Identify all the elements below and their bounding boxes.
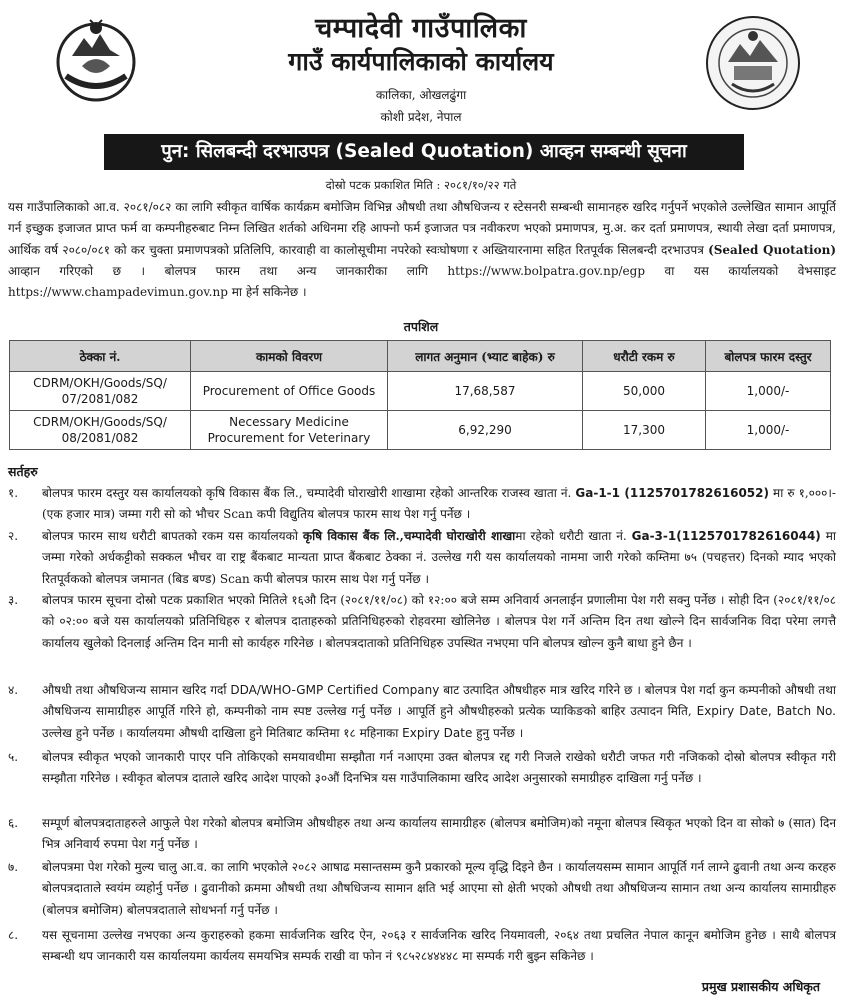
condition-number: ६.: [8, 816, 19, 830]
condition-6: [8, 813, 836, 856]
condition-number: ३.: [8, 593, 19, 607]
condition-text: सम्पूर्ण बोलपत्रदाताहरुले आफुले पेश गरेको बोलपत्र बमोजिम औषधीहरु तथा अन्य कार्यालय सामाग्रीहरु (बोलपत्र बमोजिम)को नमूना बोलपत्र स्विकृत भएको दिन वा सोको ७ (सात) दिन भित्र अनिवार्य रुपमा पेश गर्नु पर्नेछ ।: [42, 816, 836, 852]
condition-text: बोलपत्र फारम साथ धरौटी बापतको रकम यस कार्यालयको: [42, 529, 303, 543]
address-line-2: कोशी प्रदेश, नेपाल: [380, 110, 462, 124]
condition-account-bold: Ga-3-1(1125701782616044): [631, 529, 821, 543]
condition-text: बोलपत्रमा पेश गरेको मुल्य चालु आ.व. का लागि भएकोले २०८२ आषाढ मसान्तसम्म कुनै प्रकारको मूल्य वृद्धि दिइने छैन । कार्यालयसम्म सामान आपूर्ति गर्न लाग्ने ढुवानी तथा अन्य करहरु बोलपत्रदाताले स्वयंम व्यहोर्नु पर्नेछ । ढुवानीको क्रममा औषधी तथा औषधिजन्य सामान क्षति भई आएमा सो क्षेती भएको औषधी तथा औषधिजन्य सामान तथा अन्य कार्यालय सामाग्रीहरु (बोलपत्र बमोजिम) बोलपत्रदाताले सोधभर्ना गर्नु पर्नेछ ।: [42, 860, 836, 917]
intro-bold: (Sealed Quotation): [708, 242, 837, 257]
header-bid-bond: धरौटी रकम रु: [583, 341, 706, 372]
cell-contract-no: CDRM/OKH/Goods/SQ/ 08/2081/082: [10, 411, 191, 450]
publish-date: दोस्रो पटक प्रकाशित मिति : २०८१/१०/२२ गते: [325, 178, 517, 192]
header-description: कामको विवरण: [191, 341, 388, 372]
cell-description: Necessary Medicine Procurement for Veterinary: [191, 411, 388, 450]
condition-number: ८.: [8, 928, 19, 942]
condition-text: मा रु १,०००।- (एक हजार मात्र) जम्मा गरी सो को भौचर Scan कपी विद्युतिय बोलपत्र फारम साथ पेश गर्नु पर्नेछ ।: [42, 486, 836, 522]
condition-text: मा रहेको धरौटी खाता नं.: [515, 529, 632, 543]
condition-text: मा जम्मा गरेको अर्धकट्टीको सक्कल भौचर वा राष्ट्र बैंकबाट मान्यता प्राप्त बैंकबाट ठेक्का नं. उल्लेख गरी यस कार्यालयको नाममा जारी गरेको कम्तिमा ७५ (पचहत्तर) दिनको म्याद भएको रितपूर्वकको बोलपत्र जमानत (बिड बण्ड) Scan कपी बोलपत्र फारम साथ पेश गर्नु पर्नेछ ।: [42, 529, 836, 586]
condition-text: औषधी तथा औषधिजन्य सामान खरिद गर्दा: [42, 683, 231, 697]
condition-text: यस सूचनामा उल्लेख नभएका अन्य कुराहरुको हकमा सार्वजनिक खरिद ऐन, २०६३ र सार्वजनिक खरिद नियमावली, २०६४ तथा प्रचलित नेपाल कानून बमोजिम हुनेछ । साथै बोलपत्र सम्बन्धी थप जानकारी यस कार्यालयमा कार्यलय समयभित्र सम्पर्क राखी वा फोन नं ९८५२८४४४४८ मा सम्पर्क गरी बुझ्न सकिनेछ ।: [42, 928, 836, 964]
condition-text: बोलपत्र फारम सूचना दोस्रो पटक प्रकाशित भएको मितिले १६औ दिन (२०८१/११/०८) को १२:०० बजे सम्म अनिवार्य अनलाईन प्रणालीमा पेश गरी सक्नु पर्नेछ । सोही दिन (२०८१/११/०८ को ०२:०० बजे यस कार्यालयको प्रतिनिधिहरु र बोलपत्र दाताहरुको प्रतिनिधिहरुको रोहवरमा खोलिनेछ । बोलपत्र पेश गर्ने अन्तिम दिन तथा खोल्ने दिन सार्वजनिक विदा परेमा लगत्तै कार्यालय खुलेको दिनलाई अन्तिम दिन मानी सो कार्यहरु गरिनेछ । बोलपत्रदाताको प्रतिनिधिहरु उपस्थित नभएमा पनि बोलपत्र खोल्न कुनै बाधा हुने छैन ।: [42, 593, 836, 650]
cell-description: Procurement of Office Goods: [191, 372, 388, 411]
condition-expiry-batch: Expiry Date, Batch No.: [696, 704, 837, 719]
table-row: [10, 372, 831, 411]
condition-text: हुनु पर्नेछ ।: [472, 725, 524, 740]
conditions-heading: सर्तहरु: [8, 464, 38, 479]
table-label: तपशिल: [403, 319, 439, 334]
condition-7: [8, 857, 836, 921]
condition-expiry: Expiry Date: [402, 725, 473, 740]
condition-number: १.: [8, 486, 19, 500]
table-row: [10, 411, 831, 450]
cell-estimate: 17,68,587: [388, 372, 583, 411]
condition-1: [8, 483, 836, 526]
header-estimate: लागत अनुमान (भ्याट बाहेक) रु: [388, 341, 583, 372]
condition-5: [8, 747, 836, 790]
condition-text: बाट उत्पादित औषधीहरु मात्र खरिद गरिने छ । बोलपत्र पेश गर्दा कुन कम्पनीको औषधी तथा औषधिजन्य सामाग्रीहरु आपूर्ति गरिने हो, कम्पनीको नाम स्पष्ट उल्लेख गर्नु पर्नेछ । आपूर्ति हुने औषधीहरुको प्रत्येक प्याकिङको बाहिर उत्पादन मिति,: [42, 683, 837, 719]
cell-estimate: 6,92,290: [388, 411, 583, 450]
intro-text-2: आव्हान गरिएको छ । बोलपत्र फारम तथा अन्य जानकारीका लागि https://www.bolpatra.gov.np/egp वा यस कार्यालयको वेभसाइट https://www.champadevimun.gov.np मा हेर्न सकिनेछ ।: [8, 263, 836, 300]
condition-text: उल्लेख हुने पर्नेछ । कार्यालयमा औषधी दाखिला हुने मितिबाट कम्तिमा १८ महिनाका: [42, 725, 403, 740]
office-name: चम्पादेवी गाउँपालिका: [315, 13, 527, 44]
condition-number: २.: [8, 529, 19, 543]
condition-text: बोलपत्र स्वीकृत भएको जानकारी पाएर पनि तोकिएको समयावधीमा सम्झौता गर्न नआएमा उक्त बोलपत्र रद्द गरी निजले राखेको धरौटी जफत गरी नजिकको दोस्रो बोलपत्र स्वीकृत गरी सम्झौता गरिनेछ । स्वीकृत बोलपत्र दाताले खरिद आदेश पाएको ३०औं दिनभित्र यस गाउँपालिकामा खरिद आदेश अनुसारको समाग्रीहरु दाखिला गर्नु पर्नेछ ।: [42, 750, 836, 786]
condition-number: ५.: [8, 750, 19, 764]
condition-3: [8, 590, 836, 654]
condition-number: ७.: [8, 860, 19, 874]
signature-title: प्रमुख प्रशासकीय अधिकृत: [701, 979, 820, 994]
intro-text-1: यस गाउँपालिकाको आ.व. २०८१/०८२ का लागि स्वीकृत वार्षिक कार्यक्रम बमोजिम विभिन्न औषधी तथा औषधिजन्य र स्टेसनरी सम्बन्धी सामानहरु खरिद गर्नुपर्ने भएकोले उल्लेखित सामान आपूर्ति गर्न इच्छुक इजाजत प्राप्त फर्म वा कम्पनीहरुबाट निम्न लिखित शर्तको अधिनमा रहि आफ्नो फर्म इजाजत पत्र नवीकरण भएको प्रमाणपत्र, मु.अ. कर दर्ता प्रमाणपत्र, स्थायी लेखा दर्ता प्रमाणपत्र, आर्थिक वर्ष २०८०/०८१ को कर चुक्ता प्रमाणपत्रको प्रतिलिपि, कारवाही वा कालोसूचीमा नपरेको स्वःघोषणा र अख्तियारनामा सहित रितपूर्वक सिलबन्दी दरभाउपत्र: [8, 200, 836, 257]
cell-form-fee: 1,000/-: [706, 372, 831, 411]
header-form-fee: बोलपत्र फारम दस्तुर: [706, 341, 831, 372]
condition-certification: DDA/WHO-GMP Certified Company: [230, 683, 440, 697]
intro-paragraph: [8, 197, 836, 303]
condition-2: [8, 526, 836, 590]
condition-bank-bold: कृषि विकास बैंक लि.,चम्पादेवी घोराखोरी शाखा: [302, 529, 516, 543]
cell-bid-bond: 50,000: [583, 372, 706, 411]
condition-account-bold: Ga-1-1 (1125701782616052): [575, 486, 769, 500]
tender-table: [9, 340, 831, 450]
cell-bid-bond: 17,300: [583, 411, 706, 450]
header-contract-no: ठेक्का नं.: [10, 341, 191, 372]
condition-text: बोलपत्र फारम दस्तुर यस कार्यालयको कृषि विकास बैंक लि., चम्पादेवी घोराखोरी शाखामा रहेको आन्तरिक राजस्व खाता नं.: [42, 486, 576, 500]
address-line-1: कालिका, ओखलढुंगा: [375, 88, 467, 102]
condition-number: ४.: [8, 683, 19, 697]
cell-contract-no: CDRM/OKH/Goods/SQ/ 07/2081/082: [10, 372, 191, 411]
office-subtitle: गाउँ कार्यपालिकाको कार्यालय: [288, 47, 554, 76]
condition-8: [8, 925, 836, 968]
notice-banner: पुन: सिलबन्दी दरभाउपत्र (Sealed Quotation) आव्हन सम्बन्धी सूचना: [104, 134, 744, 170]
cell-form-fee: 1,000/-: [706, 411, 831, 450]
condition-4: [8, 680, 836, 744]
table-header-row: [10, 341, 831, 372]
